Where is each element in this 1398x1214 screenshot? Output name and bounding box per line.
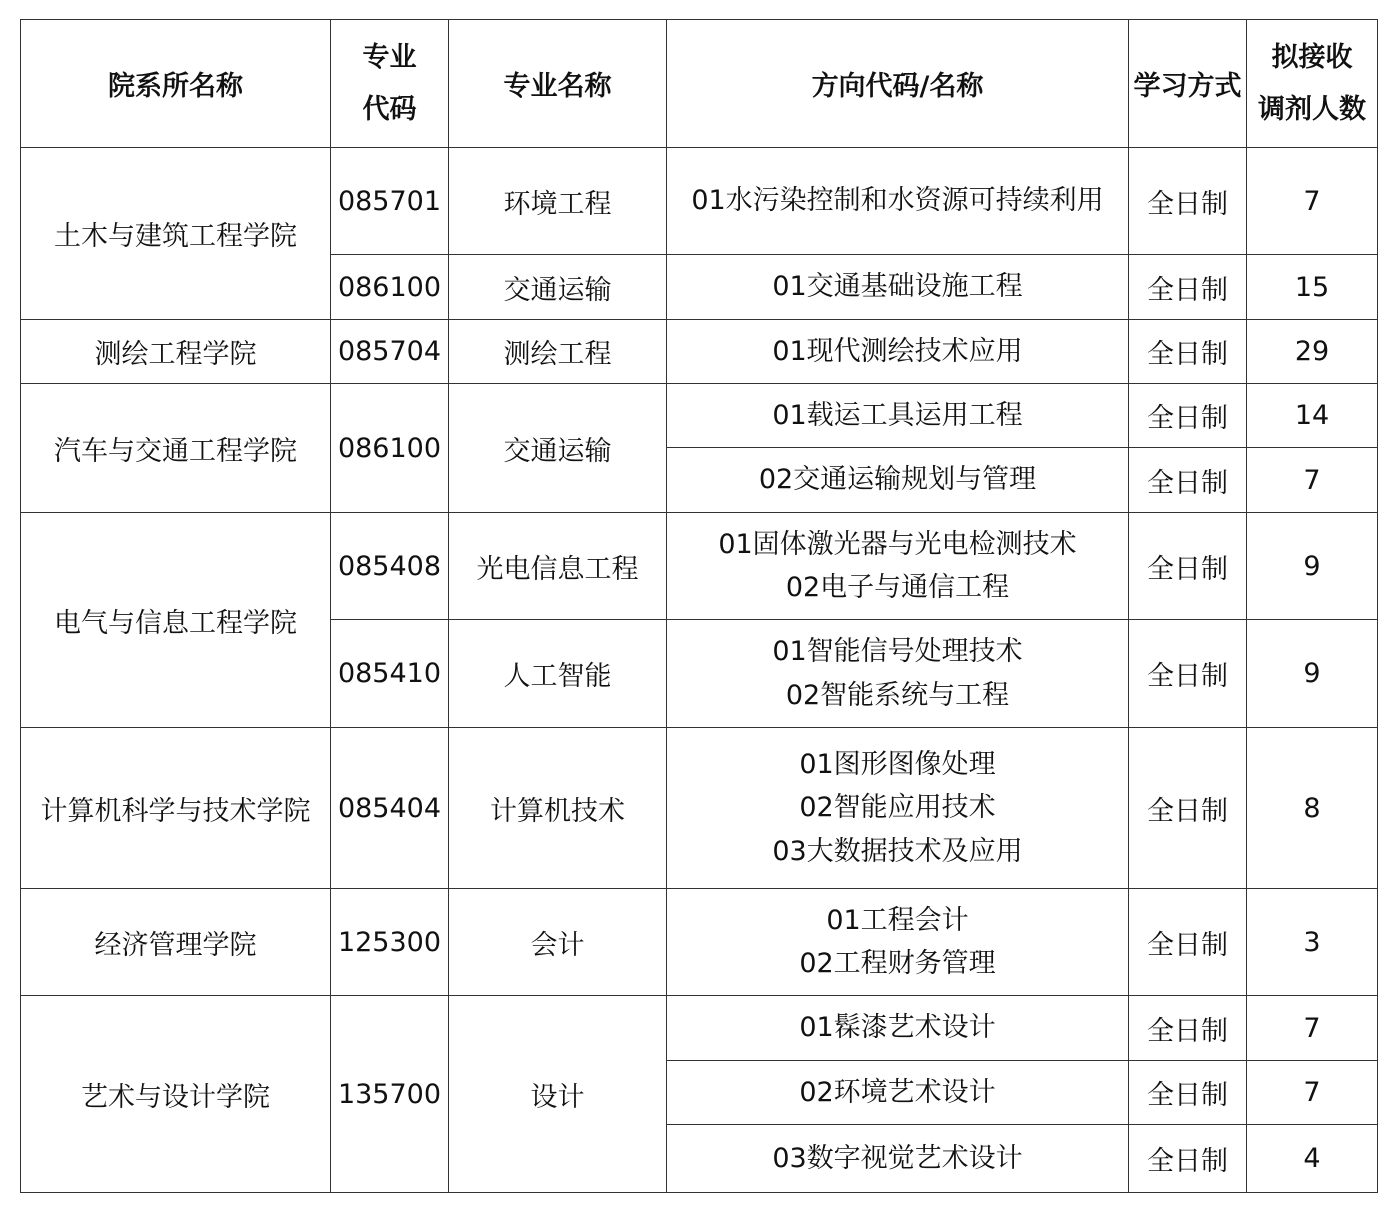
major-code-cell: 125300 — [331, 889, 449, 996]
table-row — [21, 384, 1378, 448]
direction-cell — [667, 448, 1129, 513]
direction-line: 02环境艺术设计 — [799, 1076, 996, 1108]
direction-line: 03数字视觉艺术设计 — [772, 1142, 1023, 1174]
direction-line: 01现代测绘技术应用 — [772, 335, 1023, 367]
major-name-cell: 设计 — [449, 996, 667, 1193]
table-row — [21, 148, 1378, 255]
header-row — [21, 20, 1378, 148]
quota-cell: 3 — [1247, 889, 1378, 996]
study-mode-cell: 全日制 — [1129, 513, 1247, 620]
direction-cell — [667, 255, 1129, 320]
header-major-code-line2: 代码 — [362, 93, 417, 125]
quota-cell: 15 — [1247, 255, 1378, 320]
table-row — [21, 889, 1378, 996]
adjustment-quota-table — [20, 19, 1378, 1193]
quota-cell: 9 — [1247, 513, 1378, 620]
direction-cell — [667, 728, 1129, 889]
quota-cell: 4 — [1247, 1125, 1378, 1193]
direction-line: 02交通运输规划与管理 — [758, 464, 1037, 496]
major-code-cell: 085408 — [331, 513, 449, 620]
direction-cell — [667, 620, 1129, 728]
direction-cell — [667, 889, 1129, 996]
direction-line: 01固体激光器与光电检测技术 — [718, 528, 1077, 560]
study-mode-cell: 全日制 — [1129, 255, 1247, 320]
direction-line: 02智能系统与工程 — [785, 679, 1010, 711]
major-name-cell: 会计 — [449, 889, 667, 996]
major-code-cell: 086100 — [331, 384, 449, 513]
quota-cell: 7 — [1247, 1061, 1378, 1125]
major-code-cell: 085410 — [331, 620, 449, 728]
table-row — [21, 320, 1378, 384]
college-cell: 土木与建筑工程学院 — [21, 148, 331, 320]
direction-line: 01载运工具运用工程 — [772, 399, 1023, 431]
major-code-cell: 135700 — [331, 996, 449, 1193]
college-cell: 经济管理学院 — [21, 889, 331, 996]
study-mode-cell: 全日制 — [1129, 620, 1247, 728]
study-mode-cell: 全日制 — [1129, 384, 1247, 448]
direction-cell — [667, 996, 1129, 1061]
direction-cell — [667, 148, 1129, 255]
major-name-cell: 计算机技术 — [449, 728, 667, 889]
direction-line: 02电子与通信工程 — [785, 572, 1010, 603]
study-mode-cell: 全日制 — [1129, 1125, 1247, 1193]
header-study-mode: 学习方式 — [1129, 20, 1247, 148]
major-code-cell: 085404 — [331, 728, 449, 889]
direction-line: 01交通基础设施工程 — [772, 271, 1023, 303]
college-cell: 艺术与设计学院 — [21, 996, 331, 1193]
quota-cell: 9 — [1247, 620, 1378, 728]
study-mode-cell: 全日制 — [1129, 889, 1247, 996]
quota-cell: 7 — [1247, 448, 1378, 513]
college-cell: 电气与信息工程学院 — [21, 513, 331, 728]
table-row — [21, 513, 1378, 620]
quota-cell: 7 — [1247, 996, 1378, 1061]
direction-line: 01智能信号处理技术 — [772, 636, 1023, 668]
direction-cell — [667, 320, 1129, 384]
major-name-cell: 交通运输 — [449, 255, 667, 320]
major-name-cell: 人工智能 — [449, 620, 667, 728]
direction-cell — [667, 1061, 1129, 1125]
header-quota — [1247, 20, 1378, 148]
direction-line: 02智能应用技术 — [799, 792, 996, 824]
quota-cell: 14 — [1247, 384, 1378, 448]
major-name-cell: 光电信息工程 — [449, 513, 667, 620]
major-name-cell: 交通运输 — [449, 384, 667, 513]
college-cell: 汽车与交通工程学院 — [21, 384, 331, 513]
quota-cell: 7 — [1247, 148, 1378, 255]
major-code-cell: 086100 — [331, 255, 449, 320]
study-mode-cell: 全日制 — [1129, 320, 1247, 384]
header-quota-line1: 拟接收 — [1271, 42, 1353, 74]
header-quota-line2: 调剂人数 — [1258, 93, 1366, 125]
header-major-name: 专业名称 — [449, 20, 667, 148]
study-mode-cell: 全日制 — [1129, 728, 1247, 889]
major-name-cell: 测绘工程 — [449, 320, 667, 384]
direction-line: 01图形图像处理 — [799, 749, 996, 781]
header-college: 院系所名称 — [21, 20, 331, 148]
table-row — [21, 728, 1378, 889]
direction-line: 01工程会计 — [826, 904, 969, 936]
header-major-code-line1: 专业 — [362, 42, 417, 74]
header-major-code — [331, 20, 449, 148]
direction-line: 01水污染控制和水资源可持续利用 — [691, 185, 1104, 217]
college-cell: 计算机科学与技术学院 — [21, 728, 331, 889]
direction-cell — [667, 513, 1129, 620]
study-mode-cell: 全日制 — [1129, 1061, 1247, 1125]
quota-cell: 29 — [1247, 320, 1378, 384]
direction-cell — [667, 384, 1129, 448]
college-cell: 测绘工程学院 — [21, 320, 331, 384]
header-direction: 方向代码/名称 — [667, 20, 1129, 148]
major-code-cell: 085704 — [331, 320, 449, 384]
table-row — [21, 996, 1378, 1061]
study-mode-cell: 全日制 — [1129, 448, 1247, 513]
major-name-cell: 环境工程 — [449, 148, 667, 255]
direction-line: 03大数据技术及应用 — [772, 835, 1023, 867]
major-code-cell: 085701 — [331, 148, 449, 255]
direction-line: 02工程财务管理 — [799, 948, 996, 979]
quota-cell: 8 — [1247, 728, 1378, 889]
direction-cell — [667, 1125, 1129, 1193]
study-mode-cell: 全日制 — [1129, 148, 1247, 255]
direction-line: 01髹漆艺术设计 — [799, 1012, 996, 1044]
study-mode-cell: 全日制 — [1129, 996, 1247, 1061]
